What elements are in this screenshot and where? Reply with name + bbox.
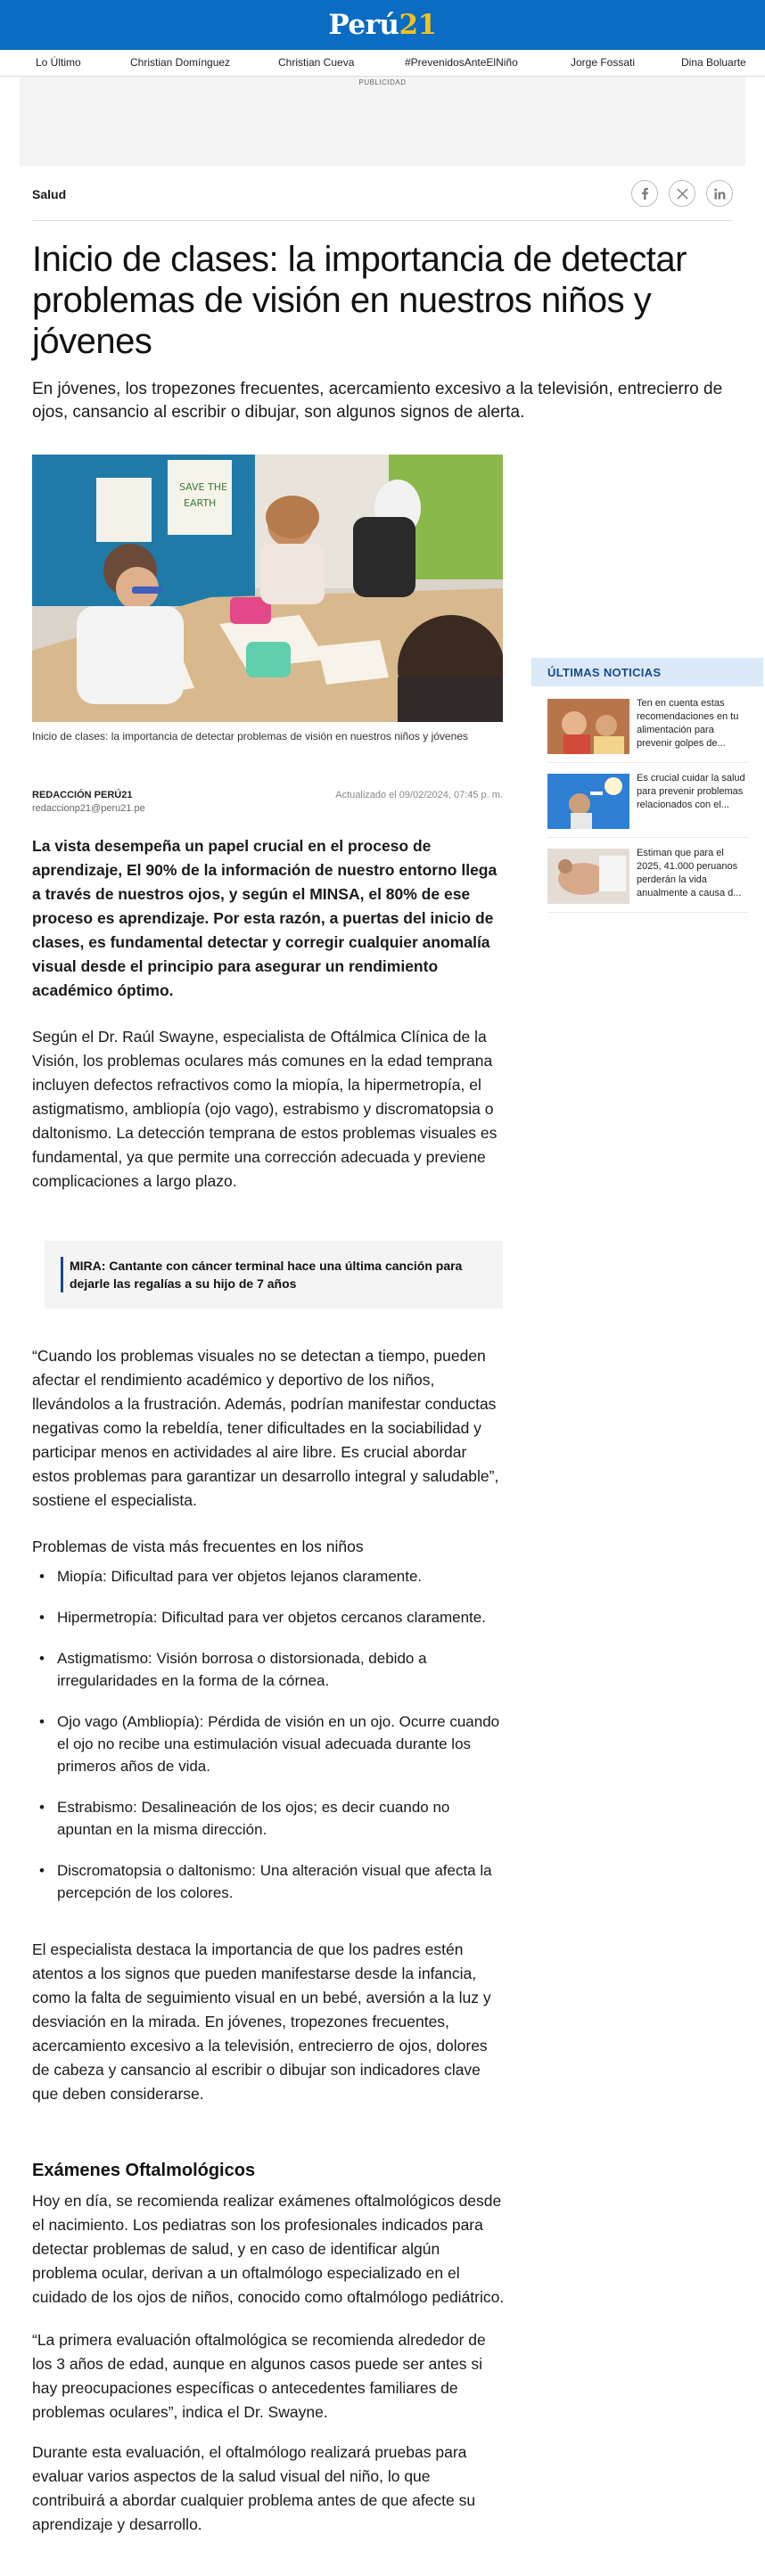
news-item[interactable] bbox=[547, 772, 749, 838]
list-item: • Ojo vago (Ambliopía): Pérdida de visión en un ojo. Ocurre cuando el ojo no recibe una estimulación visual adecuada durante los primeros años de vida. bbox=[39, 1713, 500, 1775]
list-intro: Problemas de vista más frecuentes en los niños bbox=[32, 1538, 364, 1555]
latest-news-sidebar bbox=[531, 658, 763, 898]
news-item[interactable] bbox=[547, 847, 749, 913]
nav-item-christian-cueva[interactable]: Christian Cueva bbox=[278, 56, 355, 69]
article-paragraph: El especialista destaca la importancia de que los padres estén atentos a los signos que pueden manifestarse desde la infancia, como la falta de seguimiento visual en un bebé, aversión a la luz y desviación en la mirada. En jóvenes, tropezones frecuentes, acercamiento excesivo a la televisión, entrecierro de ojos, dolores de cabeza y cansancio al escribir o dibujar son indicadores clave que deben considerarse. bbox=[32, 1940, 491, 2103]
list-item: • Discromatopsia o daltonismo: Una alteración visual que afecta la percepción de los colores. bbox=[39, 1862, 492, 1901]
article-subtitle: En jóvenes, los tropezones frecuentes, acercamiento excesivo a la televisión, entrecierro de ojos, cansancio al escribir o dibujar, son algunos signos de alerta. bbox=[32, 380, 723, 422]
news-thumbnail[interactable] bbox=[547, 849, 629, 904]
author-name[interactable]: REDACCIÓN PERÚ21 bbox=[32, 790, 133, 800]
article-byline bbox=[32, 788, 503, 824]
svg-text:SAVE THE: SAVE THE bbox=[179, 481, 227, 493]
svg-text:EARTH: EARTH bbox=[184, 497, 217, 509]
list-item: • Hipermetropía: Dificultad para ver objetos cercanos claramente. bbox=[39, 1609, 486, 1626]
list-item: • Miopía: Dificultad para ver objetos lejanos claramente. bbox=[39, 1568, 423, 1585]
article-title: Inicio de clases: la importancia de detectar problemas de visión en nuestros niños y jóvenes bbox=[32, 240, 687, 361]
site-header bbox=[0, 0, 765, 50]
article-paragraph: Hoy en día, se recomienda realizar exámenes oftalmológicos desde el nacimiento. Los pediatras son los profesionales indicados para detectar problemas de salud, y en caso de identificar algún problema ocular, derivan a un oftalmólogo especializado en el cuidado de los ojos de niños, conocido como oftalmólogo pediátrico. bbox=[32, 2192, 505, 2306]
news-thumbnail[interactable] bbox=[547, 699, 629, 754]
related-link-box[interactable] bbox=[45, 1241, 503, 1309]
list-item: • Estrabismo: Desalineación de los ojos; es decir cuando no apuntan en la misma dirección. bbox=[39, 1799, 450, 1838]
updated-timestamp: Actualizado el 09/02/2024, 07:45 p. m. bbox=[335, 790, 503, 800]
ad-banner bbox=[20, 77, 745, 166]
vision-problems-list bbox=[39, 1565, 503, 1923]
nav-item-lo-ultimo[interactable]: Lo Último bbox=[36, 56, 81, 69]
related-link-accent bbox=[61, 1257, 63, 1292]
article-lead: La vista desempeña un papel crucial en el proceso de aprendizaje, El 90% de la información de nuestro entorno llega a través de nuestros ojos, y según el MINSA, el 80% de ese proceso es aprendizaje. Por esta razón, a puertas del inicio de clases, es fundamental detectar y corregir cualquier anomalía visual desde el principio para asegurar un rendimiento académico óptimo. bbox=[32, 837, 498, 999]
article-quote: “La primera evaluación oftalmológica se recomienda alrededor de los 3 años de edad, aunque en algunos casos puede ser antes si hay preocupaciones específicas o antecedentes familiares de problemas oculares”, indica el Dr. Swayne. bbox=[32, 2331, 486, 2421]
news-headline[interactable]: Ten en cuenta estas recomendaciones en tu alimentación para prevenir golpes de... bbox=[637, 698, 739, 749]
article-quote: “Cuando los problemas visuales no se detectan a tiempo, pueden afectar el rendimiento académico y deportivo de los niños, llevándolos a la frustración. Además, podrían manifestar conductas negativas como la rebeldía, tener dificultades en la sociabilidad y participar menos en actividades al aire libre. Es crucial abordar estos problemas para garantizar un desarrollo integral y saludable”, sostiene el especialista. bbox=[32, 1347, 499, 1509]
news-thumbnail[interactable] bbox=[547, 774, 629, 829]
author-email[interactable]: redaccionp21@peru21.pe bbox=[32, 803, 145, 814]
sidebar-title: ÚLTIMAS NOTICIAS bbox=[531, 658, 763, 686]
site-logo[interactable]: Perú21 bbox=[328, 9, 437, 41]
related-link-text[interactable]: MIRA: Cantante con cáncer terminal hace una última canción para dejarle las regalías a su hijo de 7 años bbox=[70, 1259, 463, 1291]
nav-item-dina-boluarte[interactable]: Dina Boluarte bbox=[681, 56, 746, 69]
nav-item-jorge-fossati[interactable]: Jorge Fossati bbox=[571, 56, 636, 69]
linkedin-icon[interactable] bbox=[706, 180, 733, 207]
section-subhead: Exámenes Oftalmológicos bbox=[32, 2161, 256, 2180]
nav-item-prevenidos[interactable]: #PrevenidosAnteElNiño bbox=[405, 56, 518, 69]
article-paragraph: Según el Dr. Raúl Swayne, especialista de Oftálmica Clínica de la Visión, los problemas oculares más comunes en la edad temprana incluyen defectos refractivos como la miopía, la hipermetropía, el astigmatismo, ambliopía (ojo vago), estrabismo y discromatopsia o daltonismo. La detección temprana de estos problemas visuales es fundamental, ya que permite una corrección adecuada y previene complicaciones a largo plazo. bbox=[32, 1028, 498, 1190]
nav-item-christian-dominguez[interactable]: Christian Domínguez bbox=[130, 56, 231, 69]
news-headline[interactable]: Es crucial cuidar la salud para prevenir problemas relacionados con el... bbox=[637, 773, 745, 810]
section-bar bbox=[32, 178, 733, 221]
x-icon[interactable] bbox=[669, 180, 695, 207]
hero-image[interactable] bbox=[32, 455, 503, 722]
topic-nav bbox=[0, 50, 765, 77]
hero-caption: Inicio de clases: la importancia de detectar problemas de visión en nuestros niños y jóvenes bbox=[32, 730, 468, 742]
facebook-icon[interactable] bbox=[631, 180, 658, 207]
list-item: • Astigmatismo: Visión borrosa o distorsionada, debido a irregularidades en la forma de la córnea. bbox=[39, 1650, 427, 1689]
article-paragraph: Durante esta evaluación, el oftalmólogo realizará pruebas para evaluar varios aspectos de la salud visual del niño, lo que contribuirá a abordar cualquier problema antes de que afecte su aprendizaje y desarrollo. bbox=[32, 2443, 476, 2533]
news-item[interactable] bbox=[547, 697, 749, 763]
ad-label: PUBLICIDAD bbox=[358, 78, 407, 86]
news-headline[interactable]: Estiman que para el 2025, 41.000 peruanos perderán la vida anualmente a causa d... bbox=[637, 848, 742, 898]
section-label[interactable]: Salud bbox=[32, 187, 67, 201]
